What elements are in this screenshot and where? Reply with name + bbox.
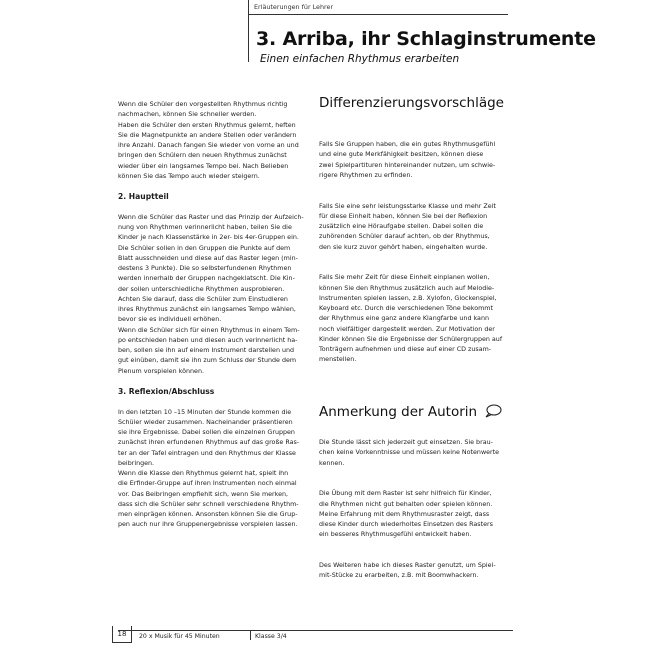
- text-line: ihre Anzahl. Danach fangen Sie wieder von vorne an und: [118, 142, 299, 149]
- text-line: den sie kurz zuvor gehört haben, eingehalten wurde.: [319, 243, 488, 251]
- section-heading-differenzierung: Differenzierungsvorschläge: [319, 95, 504, 111]
- text-line: In den letzten 10 –15 Minuten der Stunde kommen die: [118, 408, 292, 416]
- text-line: Schüler wieder zusammen. Nacheinander präsentieren: [118, 418, 293, 426]
- text-line: Tonträgern aufnehmen und diese auf einer CD zusam-: [319, 346, 492, 353]
- text-line: kennen.: [319, 459, 345, 467]
- text-line: bringen den Schülern den neuen Rhythmus zunächst: [118, 152, 287, 160]
- text-line: Haben die Schüler den ersten Rhythmus gelernt, heften: [118, 121, 296, 129]
- text-line: chen keine Vorkenntnisse und müssen keine Notenwerte: [319, 449, 500, 457]
- text-line: Meine Erfahrung mit dem Rhythmusraster zeigt, dass: [319, 510, 490, 518]
- text-line: Achten Sie darauf, dass die Schüler zum Einstudieren: [118, 295, 288, 303]
- text-line: bevor sie es individuell erhöhen.: [118, 316, 222, 324]
- right-column-lower: [319, 438, 509, 582]
- header-vertical-rule: [248, 0, 249, 62]
- anmerkung-paragraph-3: [319, 561, 509, 582]
- footer-separator: [250, 631, 251, 640]
- page-title: 3. Arriba, ihr Schlaginstrumente: [256, 28, 596, 50]
- text-line: Blatt ausschneiden und diese auf das Raster legen (min-: [118, 254, 298, 262]
- text-line: Des Weiteren habe ich dieses Raster genutzt, um Spiel-: [319, 562, 496, 569]
- text-line: für diese Einheit haben, können Sie bei der Reflexion: [319, 212, 488, 220]
- speech-bubble-icon: [484, 404, 502, 418]
- page-number: 18: [112, 626, 132, 643]
- text-line: können Sie den Rhythmus zusätzlich auch auf Melodie-: [319, 284, 495, 292]
- text-line: nung von Rhythmen verinnerlicht haben, teilen Sie die: [118, 224, 292, 231]
- section-heading-anmerkung: Anmerkung der Autorin: [319, 404, 478, 420]
- section-heading-hauptteil: 2. Hauptteil: [118, 192, 169, 202]
- text-line: Falls Sie eine sehr leistungsstarke Klasse und mehr Zeit: [319, 202, 496, 210]
- text-line: der sollen unterschiedliche Rhythmen ausprobieren.: [118, 285, 285, 293]
- text-line: zusätzlich eine Höraufgabe stellen. Dabei sollen die: [319, 223, 484, 230]
- text-line: können Sie das Tempo auch wieder steigern.: [118, 172, 260, 180]
- text-line: diese Kinder durch wiederholtes Einsetzen des Rasters: [319, 521, 493, 528]
- text-line: pen auch nur ihre Gruppenergebnisse vorspielen lassen.: [118, 521, 298, 529]
- anmerkung-paragraph-1: [319, 438, 509, 469]
- text-line: ter an der Tafel eintragen und den Rhythmus der Klasse: [118, 449, 296, 457]
- text-line: Die Schüler sollen in den Gruppen die Punkte auf dem: [118, 244, 291, 252]
- text-line: Kinder je nach Klassenstärke in 2er- bis 4er-Gruppen ein.: [118, 234, 299, 242]
- text-line: zunächst ihren erfundenen Rhythmus auf das große Ras-: [118, 439, 300, 447]
- text-line: Falls Sie Gruppen haben, die ein gutes Rhythmusgefühl: [319, 141, 496, 148]
- section-heading-reflexion: 3. Reflexion/Abschluss: [118, 387, 215, 396]
- text-line: men einprägen können. Ansonsten können Sie die Grup-: [118, 511, 298, 518]
- text-line: Plenum vorspielen können.: [118, 367, 204, 375]
- text-line: Wenn die Schüler das Raster und das Prinzip der Aufzeich-: [118, 213, 304, 221]
- left-column: [118, 100, 306, 531]
- page-subtitle: Einen einfachen Rhythmus erarbeiten: [260, 53, 460, 65]
- text-line: Falls Sie mehr Zeit für diese Einheit einplanen wollen,: [319, 274, 490, 282]
- text-line: werden innerhalb der Gruppen nachgeklatscht. Die Kin-: [118, 275, 295, 283]
- text-line: po entschieden haben und diesen auch verinnerlicht ha-: [118, 336, 298, 344]
- right-column-upper: [319, 140, 509, 366]
- text-line: die Rhythmen nicht gut behalten oder spielen können.: [319, 500, 493, 508]
- text-line: der Rhythmus eine ganz andere Klangfarbe und kann: [319, 315, 489, 323]
- text-line: wieder über ein langsames Tempo bei. Nach Belieben: [118, 162, 289, 170]
- text-line: ein besseres Rhythmusgefühl entwickelt haben.: [319, 531, 472, 539]
- reflexion-paragraph: [118, 408, 306, 531]
- intro-paragraph: [118, 100, 306, 182]
- text-line: beibringen.: [118, 459, 155, 467]
- text-line: dass sich die Schüler sehr schnell verschiedene Rhythm-: [118, 500, 299, 508]
- header-label: Erläuterungen für Lehrer: [254, 3, 334, 11]
- text-line: Sie die Magnetpunkte an andere Stellen oder verändern: [118, 131, 297, 139]
- text-line: Wenn die Klasse den Rhythmus gelernt hat, spielt ihn: [118, 470, 289, 477]
- footer-grade: Klasse 3/4: [255, 633, 287, 640]
- text-line: und eine gute Merkfähigkeit besitzen, können diese: [319, 151, 484, 159]
- footer-book-title: 20 x Musik für 45 Minuten: [139, 633, 220, 640]
- hauptteil-paragraph: [118, 213, 306, 377]
- text-line: Die Stunde lässt sich jederzeit gut einsetzen. Sie brau-: [319, 439, 493, 446]
- text-line: ben, sollen sie ihn auf einem Instrument darstellen und: [118, 347, 295, 354]
- text-line: ihres Rhythmus zunächst ein langsames Tempo wählen,: [118, 306, 296, 313]
- text-line: nachmachen, können Sie schneller werden.: [118, 111, 257, 119]
- text-line: Wenn die Schüler den vorgestellten Rhythmus richtig: [118, 101, 288, 108]
- text-line: die Erfinder-Gruppe auf ihren Instrumenten noch einmal: [118, 480, 297, 488]
- text-line: menstellen.: [319, 356, 357, 364]
- anmerkung-paragraph-2: [319, 489, 509, 540]
- differenzierung-paragraph-2: [319, 202, 509, 253]
- text-line: Wenn die Schüler sich für einen Rhythmus in einem Tem-: [118, 326, 300, 334]
- footer-rule: [118, 630, 513, 631]
- text-line: Kinder können Sie die Ergebnisse der Schülergruppen auf: [319, 335, 503, 343]
- text-line: gut einüben, damit sie ihn zum Schluss der Stunde dem: [118, 357, 297, 365]
- text-line: Die Übung mit dem Raster ist sehr hilfreich für Kinder,: [319, 490, 492, 498]
- text-line: Instrumenten spielen lassen, z.B. Xylofon, Glockenspiel,: [319, 294, 497, 302]
- text-line: mit-Stücke zu erarbeiten, z.B. mit Boomwhackern.: [319, 572, 479, 580]
- text-line: destens 3 Punkte). Die so selbsterfundenen Rhythmen: [118, 265, 292, 272]
- text-line: rigere Rhythmen zu erfinden.: [319, 171, 413, 179]
- header-horizontal-rule: [248, 14, 508, 15]
- text-line: vor. Das Beibringen empfiehlt sich, wenn Sie merken,: [118, 490, 289, 498]
- text-line: noch vielfältiger dargestellt werden. Zur Motivation der: [319, 325, 495, 333]
- text-line: sie ihre Ergebnisse. Dabei sollen die einzelnen Gruppen: [118, 429, 295, 436]
- differenzierung-paragraph-3: [319, 273, 509, 365]
- differenzierung-paragraph-1: [319, 140, 509, 181]
- text-line: zwei Spielpartituren hintereinander nutzen, um schwie-: [319, 161, 496, 169]
- text-line: Keyboard etc. Durch die verschiedenen Töne bekommt: [319, 305, 493, 312]
- text-line: zuhörenden Schüler darauf achten, ob der Rhythmus,: [319, 233, 490, 241]
